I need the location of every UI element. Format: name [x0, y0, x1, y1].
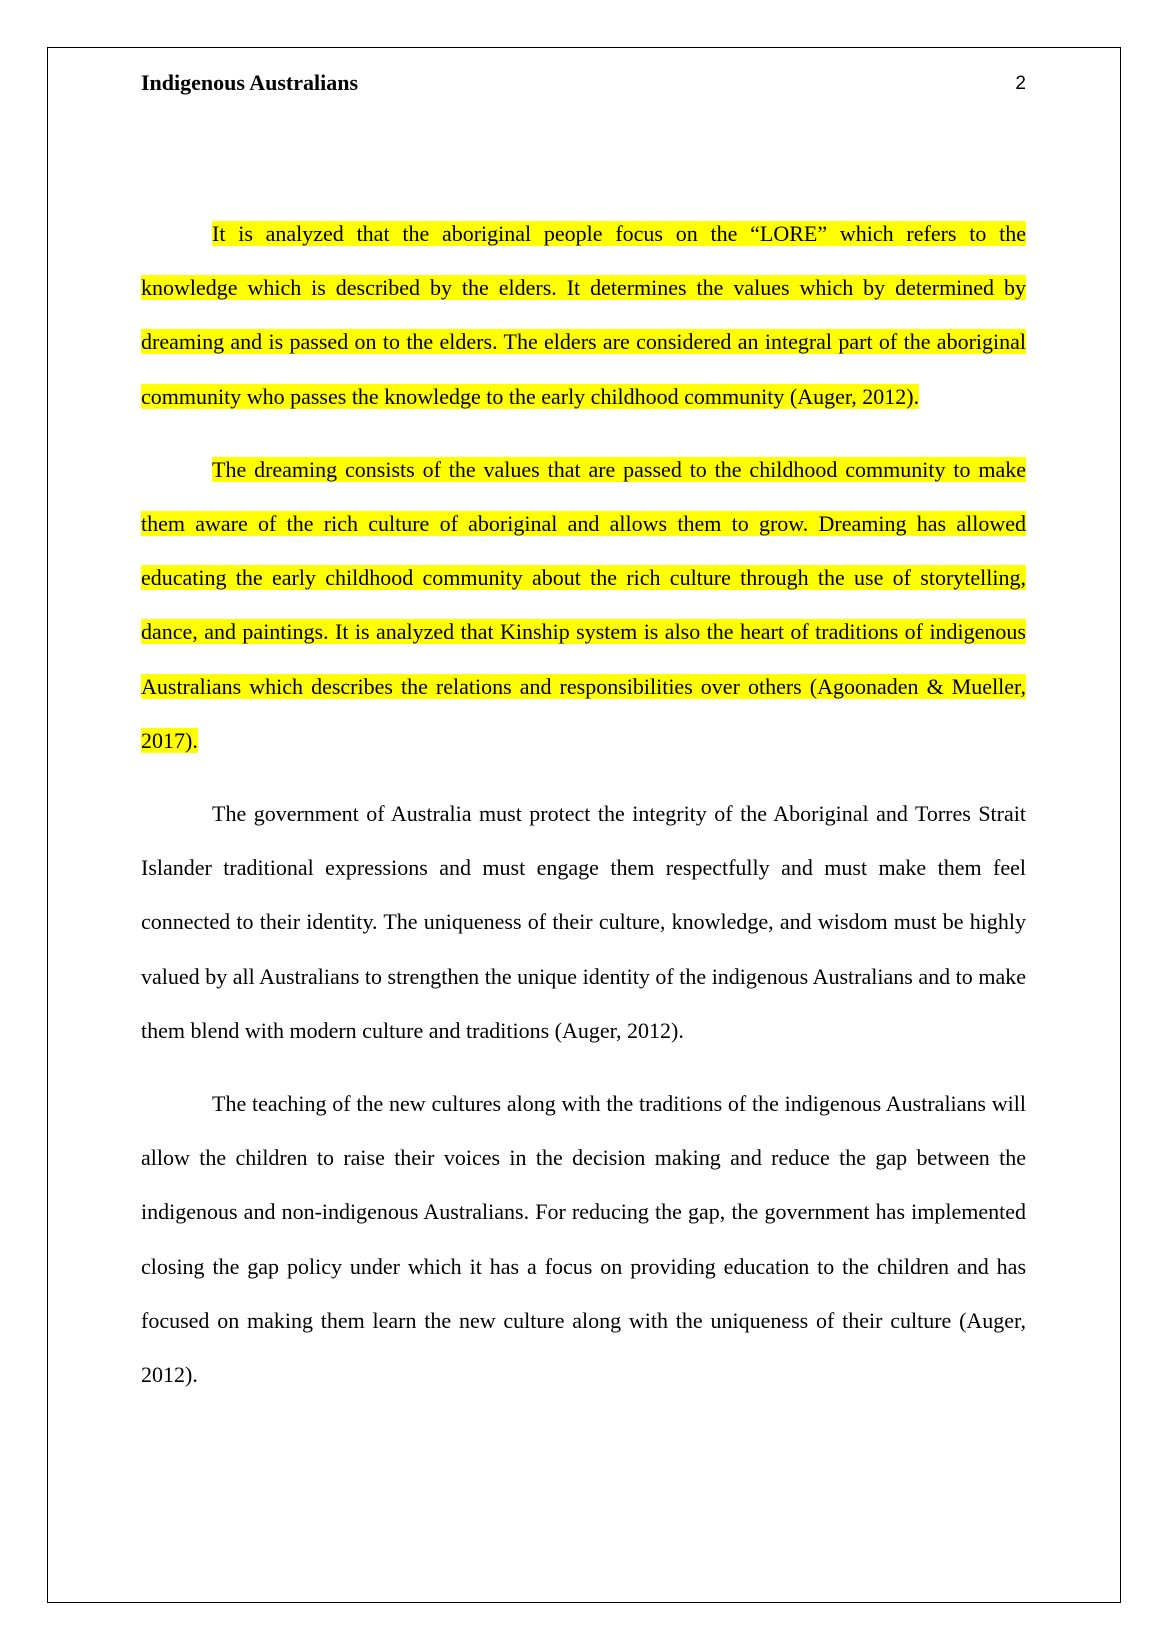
document-body — [141, 207, 1026, 1421]
paragraph-dreaming — [141, 443, 1026, 768]
page-number: 2 — [1015, 73, 1026, 94]
paragraph-teaching — [141, 1077, 1026, 1402]
paragraph-text: The teaching of the new cultures along with the traditions of the indigenous Australians will allow the children to raise their voices in the decision making and reduce the gap between the indigenous and non-indigenous Australians. For reducing the gap, the government has implemented closing the gap policy under which it has a focus on providing education to the children and has focused on making them learn the new culture along with the uniqueness of their culture (Auger, 2012). — [141, 1091, 1026, 1388]
paragraph-government — [141, 787, 1026, 1058]
paragraph-lore — [141, 207, 1026, 424]
running-head-title: Indigenous Australians — [141, 70, 359, 95]
highlighted-text: The dreaming consists of the values that are passed to the childhood community to make them aware of the rich culture of aboriginal and allows them to grow. Dreaming has allowed educating the early childhood community about the rich culture through the use of storytelling, dance, and paintings. It is analyzed that Kinship system is also the heart of traditions of indigenous Australians which describes the relations and responsibilities over others (Agoonaden & Mueller, 2017). — [141, 456, 1026, 753]
paragraph-text: The government of Australia must protect the integrity of the Aboriginal and Torres Strait Islander traditional expressions and must engage them respectfully and must make them feel connected to their identity. The uniqueness of their culture, knowledge, and wisdom must be highly valued by all Australians to strengthen the unique identity of the indigenous Australians and to make them blend with modern culture and traditions (Auger, 2012). — [141, 801, 1026, 1043]
highlighted-text: It is analyzed that the aboriginal people focus on the “LORE” which refers to the knowledge which is described by the elders. It determines the values which by determined by dreaming and is passed on to the elders. The elders are considered an integral part of the aboriginal community who passes the knowledge to the early childhood community (Auger, 2012). — [141, 221, 1026, 409]
